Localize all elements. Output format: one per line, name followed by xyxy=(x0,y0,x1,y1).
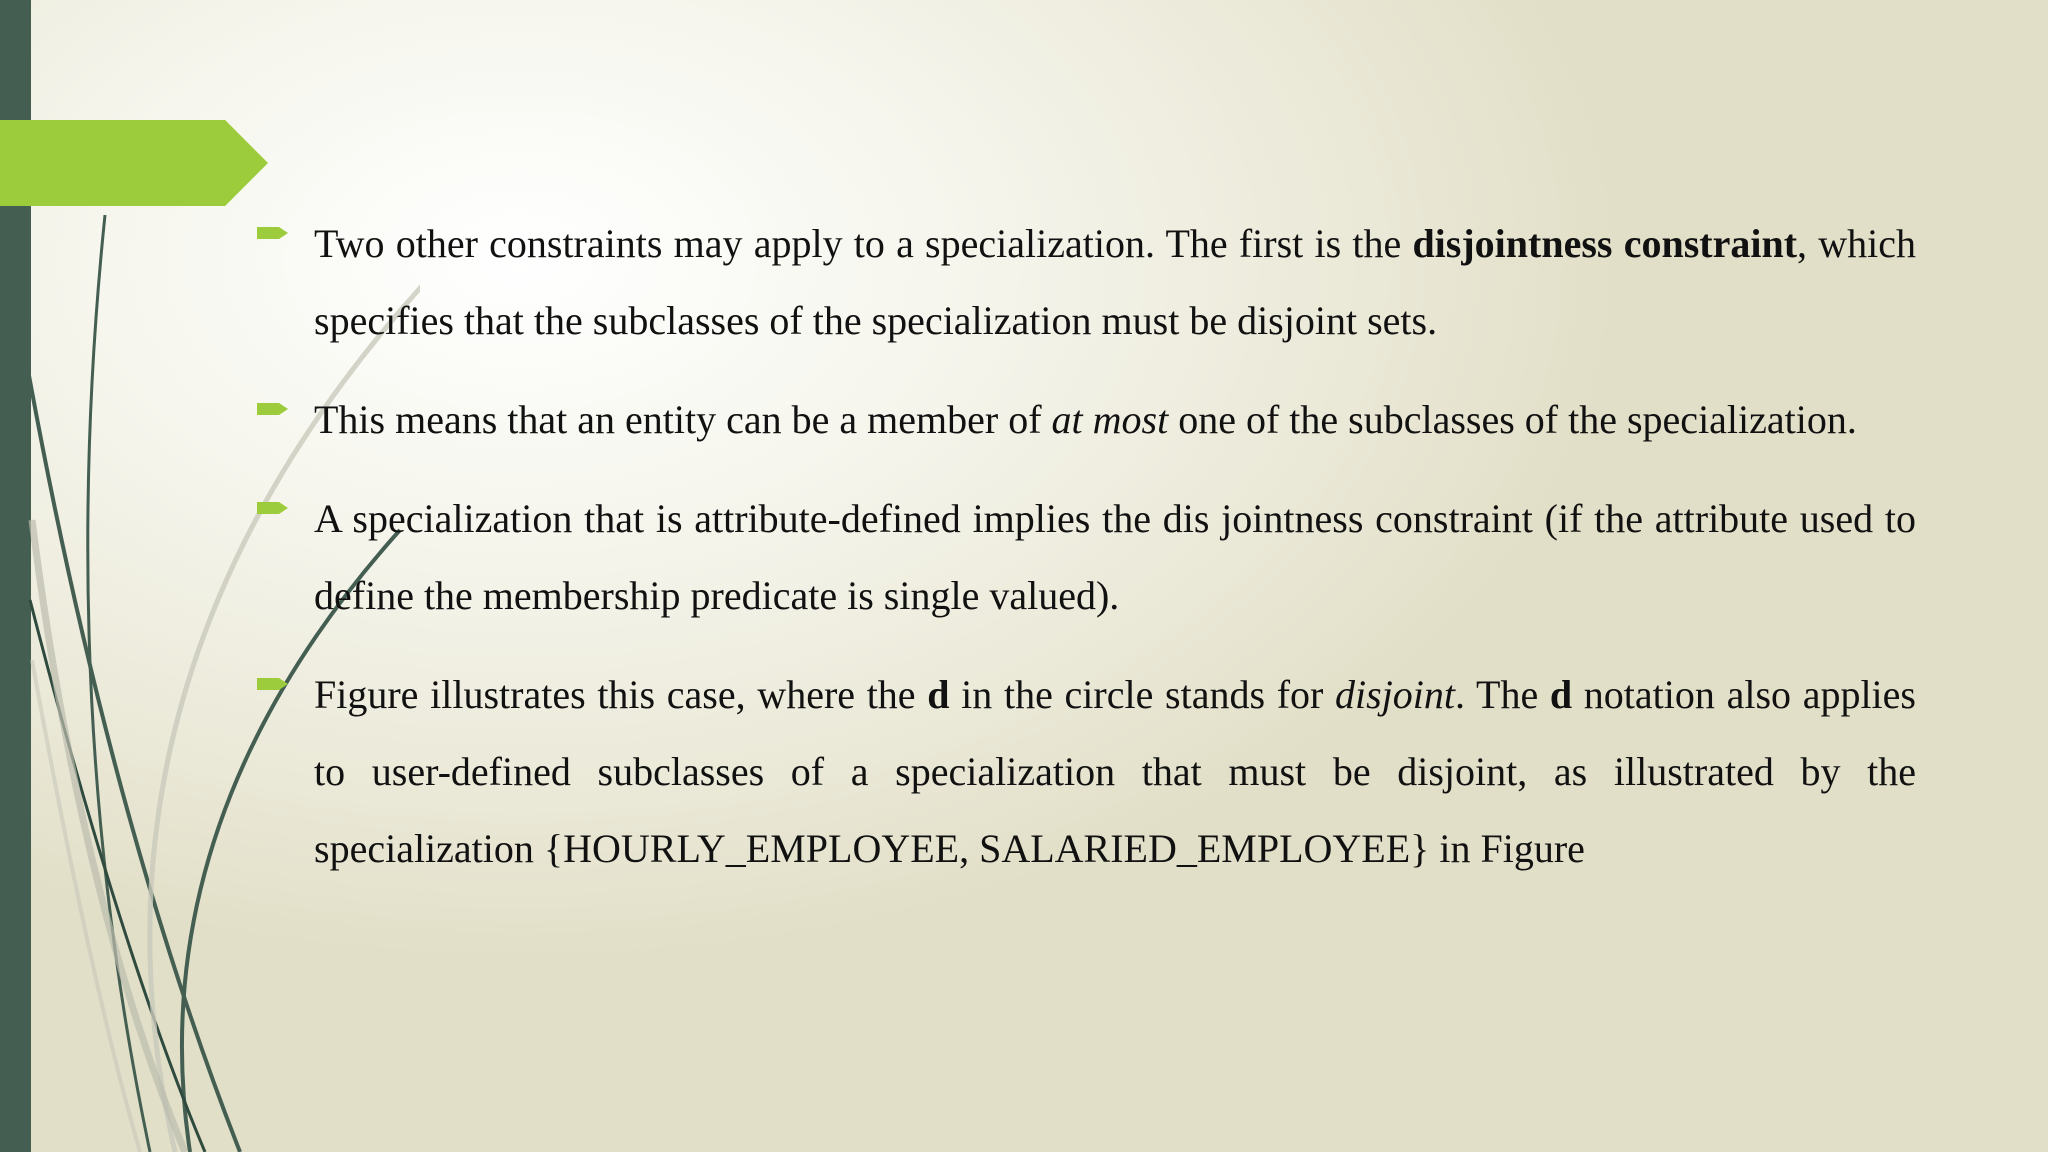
text-run: one of the subclasses of the specialization. xyxy=(1168,397,1857,442)
green-arrow-bullet-icon xyxy=(257,500,289,516)
bullet-text xyxy=(314,205,1916,359)
italic-term-at-most: at most xyxy=(1051,397,1169,442)
bold-term-disjointness-constraint: disjointness constraint xyxy=(1412,221,1798,266)
text-run: A specialization that is attribute-defined implies the dis jointness constraint (if the attribute used to define the membership predicate is single valued). xyxy=(314,496,1916,618)
bullet-item xyxy=(314,656,1916,887)
text-run: This means that an entity can be a member of xyxy=(314,397,1052,442)
swoosh-line xyxy=(28,370,240,1152)
text-run: . The xyxy=(1455,672,1550,717)
bold-term-d: d xyxy=(1549,672,1573,717)
bullet-text xyxy=(314,480,1916,634)
text-run: in the circle stands for xyxy=(949,672,1336,717)
italic-term-disjoint: disjoint xyxy=(1335,672,1456,717)
bullet-item xyxy=(314,480,1916,634)
bold-term-d: d xyxy=(927,672,950,717)
bullet-list xyxy=(314,205,1916,909)
green-arrow-bullet-icon xyxy=(257,225,289,241)
green-arrow-bullet-icon xyxy=(257,401,289,417)
swoosh-line-light xyxy=(32,520,185,1152)
text-run: Figure illustrates this case, where the xyxy=(314,672,928,717)
text-run: , which specifies that the subclasses of the specialization must be disjoint sets. xyxy=(314,221,1916,343)
text-run: Two other constraints may apply to a specialization. The first is the xyxy=(314,221,1413,266)
swoosh-line xyxy=(88,215,150,1152)
text-run: notation also applies to user-defined subclasses of a specialization that must be disjoint, as illustrated by the specialization {HOURLY_EMPLOYEE, SALARIED_EMPLOYEE} in Figure xyxy=(314,672,1916,871)
swoosh-line-light xyxy=(32,660,140,1152)
green-arrow-bullet-icon xyxy=(257,676,289,692)
bullet-text xyxy=(314,656,1916,887)
bullet-text xyxy=(314,381,1916,458)
bullet-item xyxy=(314,381,1916,458)
bullet-item xyxy=(314,205,1916,359)
